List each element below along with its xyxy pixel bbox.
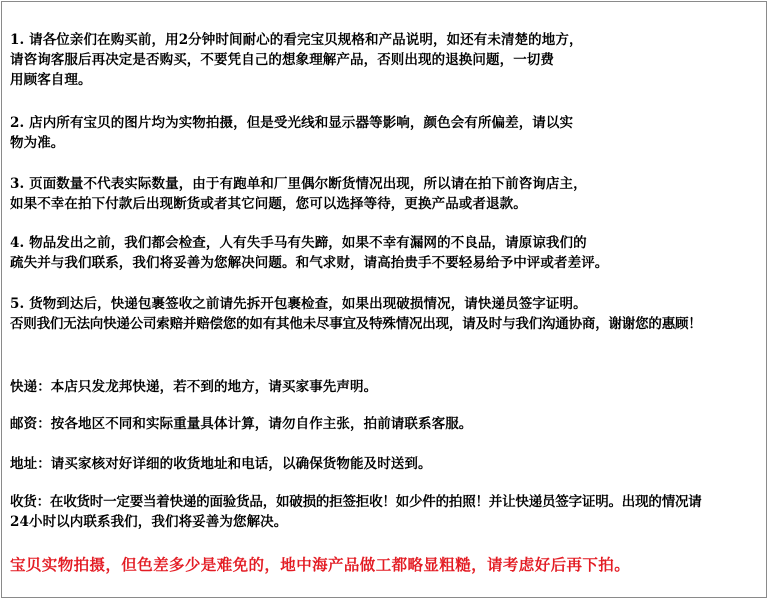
notice-item-1-line-1: 1. 请各位亲们在购买前，用2分钟时间耐心的看完宝贝规格和产品说明，如还有未清楚的地方， xyxy=(10,32,583,48)
notice-item-2-line-2: 物为准。 xyxy=(10,135,65,151)
notice-item-4-line-2: 疏失并与我们联系，我们将妥善为您解决问题。和气求财，请高抬贵手不要轻易给予中评或者差评。 xyxy=(10,255,609,271)
receipt-note-line-1: 收货：在收货时一定要当着快递的面验货品，如破损的拒签拒收！如少件的拍照！并让快递员签字证明。出现的情况请 xyxy=(10,494,702,510)
express-note xyxy=(10,377,762,397)
notice-item-4-line-1: 4. 物品发出之前，我们都会检查，人有失手马有失蹄，如果不幸有漏网的不良品，请原谅我们的 xyxy=(10,235,587,251)
express-note-text: 快递：本店只发龙邦快递，若不到的地方，请买家事先声明。 xyxy=(10,379,378,395)
notice-item-5-line-1: 5. 货物到达后，快递包裹签收之前请先拆开包裹检查，如果出现破损情况，请快递员签字证明。 xyxy=(10,296,587,312)
notice-item-1-line-2: 请咨询客服后再决定是否购买，不要凭自己的想象理解产品，否则出现的退换问题，一切费 xyxy=(10,52,554,68)
color-difference-warning xyxy=(10,554,762,576)
notice-item-3-line-1: 3. 页面数量不代表实际数量，由于有跑单和厂里偶尔断货情况出现，所以请在拍下前咨询店主， xyxy=(10,176,587,192)
address-note-text: 地址：请买家核对好详细的收货地址和电话，以确保货物能及时送到。 xyxy=(10,456,432,472)
notice-item-3 xyxy=(10,174,762,214)
notice-item-3-line-2: 如果不幸在拍下付款后出现断货或者其它问题，您可以选择等待，更换产品或者退款。 xyxy=(10,196,527,212)
notice-item-4 xyxy=(10,233,762,273)
receipt-note xyxy=(10,492,762,532)
notice-item-5 xyxy=(10,294,762,334)
postage-note xyxy=(10,414,762,434)
notice-item-2-line-1: 2. 店内所有宝贝的图片均为实物拍摄，但是受光线和显示器等影响，颜色会有所偏差，请以实 xyxy=(10,115,574,131)
notice-item-1-line-3: 用顾客自理。 xyxy=(10,72,92,88)
notice-item-5-line-2: 否则我们无法向快递公司索赔并赔偿您的如有其他未尽事宜及特殊情况出现，请及时与我们沟通协商，谢谢您的惠顾！ xyxy=(10,316,702,332)
address-note xyxy=(10,454,762,474)
receipt-note-line-2: 24小时以内联系我们，我们将妥善为您解决。 xyxy=(10,514,288,530)
notice-item-1 xyxy=(10,30,762,90)
notice-item-2 xyxy=(10,113,762,153)
postage-note-text: 邮资：按各地区不同和实际重量具体计算，请勿自作主张，拍前请联系客服。 xyxy=(10,416,473,432)
color-difference-warning-text: 宝贝实物拍摄，但色差多少是难免的，地中海产品做工都略显粗糙，请考虑好后再下拍。 xyxy=(10,555,631,574)
